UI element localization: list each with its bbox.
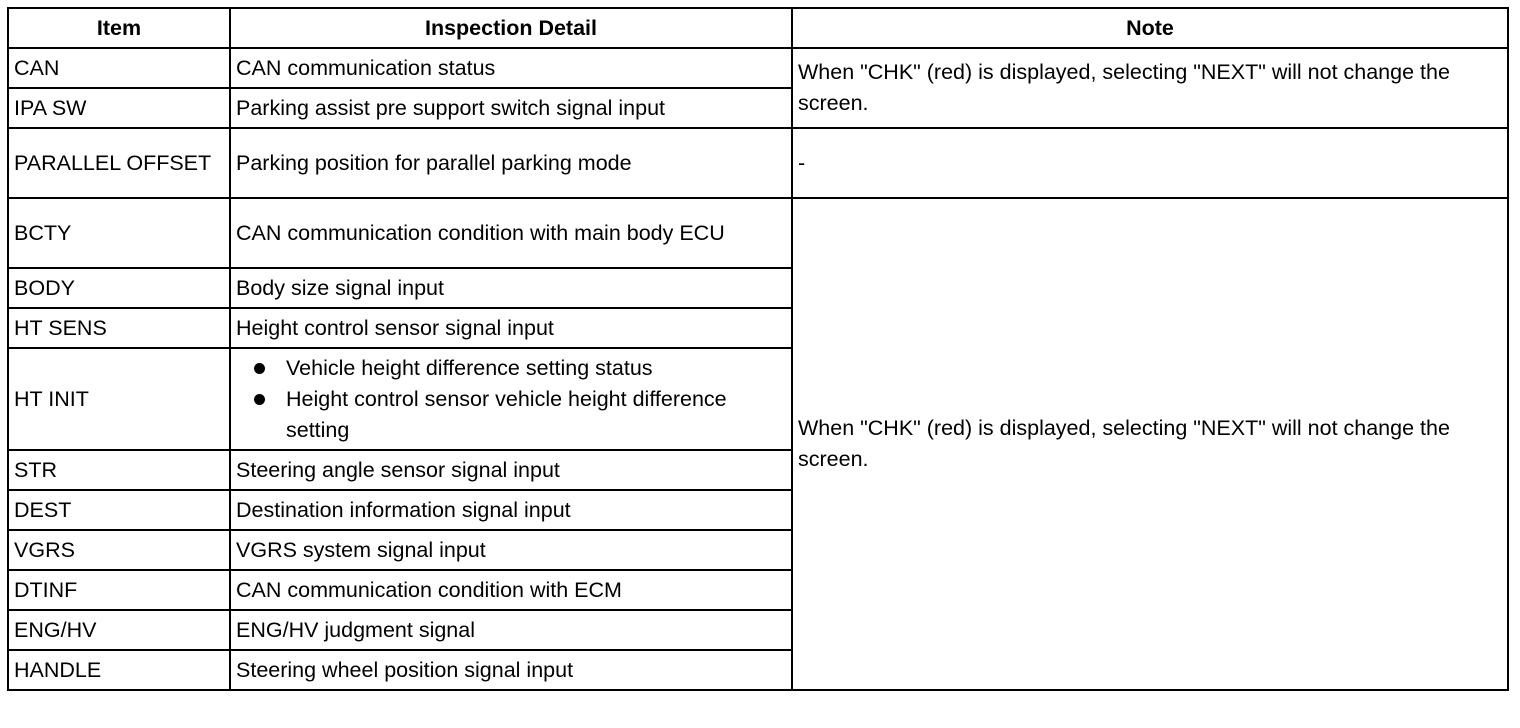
table-row bbox=[8, 198, 1508, 268]
item-cell: BCTY bbox=[8, 198, 230, 268]
bullet-text: Height control sensor vehicle height difference setting bbox=[286, 386, 727, 442]
item-cell: DEST bbox=[8, 490, 230, 530]
note-cell: When "CHK" (red) is displayed, selecting "NEXT" will not change the screen. bbox=[792, 198, 1508, 690]
item-cell: HANDLE bbox=[8, 650, 230, 690]
bullet-item bbox=[236, 353, 786, 384]
detail-cell: Steering wheel position signal input bbox=[230, 650, 792, 690]
detail-cell: Destination information signal input bbox=[230, 490, 792, 530]
detail-cell bbox=[230, 348, 792, 450]
item-cell: DTINF bbox=[8, 570, 230, 610]
item-cell: BODY bbox=[8, 268, 230, 308]
header-row bbox=[8, 8, 1508, 48]
detail-cell: Parking position for parallel parking mode bbox=[230, 128, 792, 198]
bullet-dot-icon bbox=[254, 394, 265, 405]
item-cell: HT SENS bbox=[8, 308, 230, 348]
item-cell: IPA SW bbox=[8, 88, 230, 128]
detail-cell: ENG/HV judgment signal bbox=[230, 610, 792, 650]
inspection-table bbox=[7, 7, 1509, 691]
detail-cell: CAN communication condition with ECM bbox=[230, 570, 792, 610]
bullet-item bbox=[236, 384, 786, 446]
bullet-text: Vehicle height difference setting status bbox=[286, 355, 653, 380]
item-cell: PARALLEL OFFSET bbox=[8, 128, 230, 198]
detail-cell: Parking assist pre support switch signal input bbox=[230, 88, 792, 128]
table-row bbox=[8, 48, 1508, 88]
header-inspection-detail: Inspection Detail bbox=[230, 8, 792, 48]
item-cell: CAN bbox=[8, 48, 230, 88]
inspection-table-container bbox=[7, 7, 1509, 691]
detail-cell: Height control sensor signal input bbox=[230, 308, 792, 348]
bullet-dot-icon bbox=[254, 363, 265, 374]
item-cell: STR bbox=[8, 450, 230, 490]
detail-cell: Steering angle sensor signal input bbox=[230, 450, 792, 490]
bullet-list bbox=[236, 353, 786, 446]
item-cell: HT INIT bbox=[8, 348, 230, 450]
note-cell: When "CHK" (red) is displayed, selecting "NEXT" will not change the screen. bbox=[792, 48, 1508, 128]
detail-cell: CAN communication condition with main body ECU bbox=[230, 198, 792, 268]
detail-cell: CAN communication status bbox=[230, 48, 792, 88]
note-cell: - bbox=[792, 128, 1508, 198]
table-row bbox=[8, 128, 1508, 198]
item-cell: VGRS bbox=[8, 530, 230, 570]
detail-cell: VGRS system signal input bbox=[230, 530, 792, 570]
detail-cell: Body size signal input bbox=[230, 268, 792, 308]
item-cell: ENG/HV bbox=[8, 610, 230, 650]
header-note: Note bbox=[792, 8, 1508, 48]
header-item: Item bbox=[8, 8, 230, 48]
